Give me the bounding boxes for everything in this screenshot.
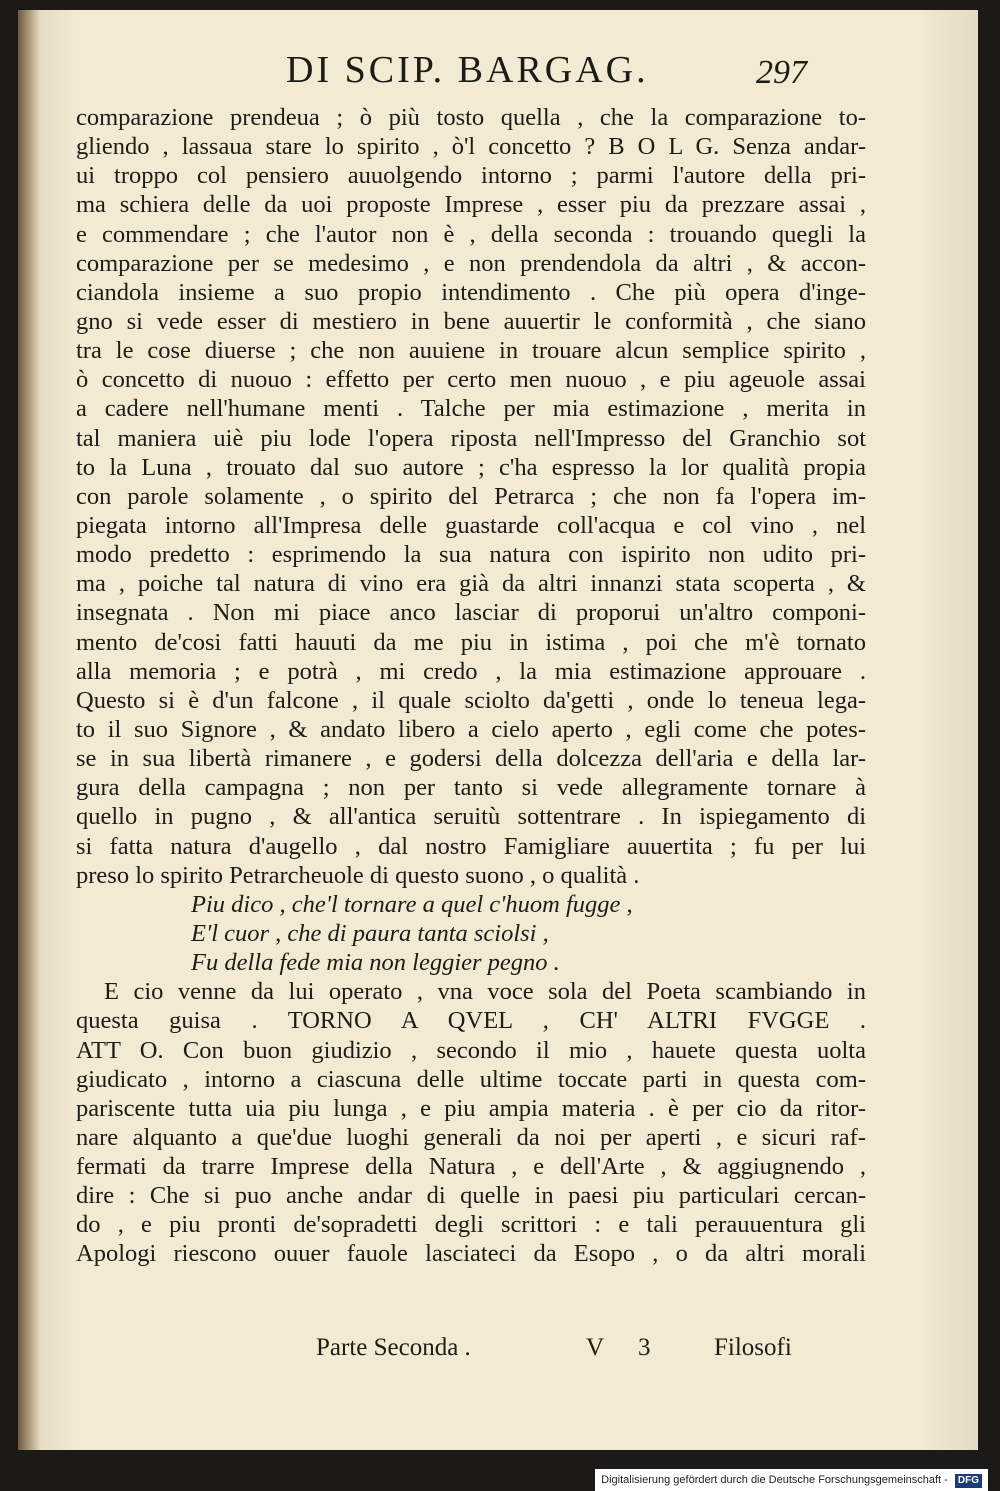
running-head	[18, 48, 978, 104]
text-line: ò concetto di nuouo : effetto per certo men nuouo , e piu ageuole assai	[76, 366, 866, 394]
text-line: con parole solamente , o spirito del Petrarca ; che non fa l'opera im-	[76, 482, 866, 510]
body-text-continued	[76, 977, 866, 1268]
text-line: ciandola insieme a suo propio intendimento . Che più opera d'inge-	[76, 278, 866, 306]
text-line: ma , poiche tal natura di vino era già da altri innanzi stata scoperta , &	[76, 570, 866, 598]
text-line: se in sua libertà rimanere , e godersi della dolcezza dell'aria e della lar-	[76, 745, 866, 773]
text-line: nare alquanto a que'due luoghi generali da noi per aperti , e sicuri raf-	[76, 1123, 866, 1151]
text-line: si fatta natura d'augello , dal nostro Famigliare auuertita ; fu per lui	[76, 832, 866, 860]
text-line: dire : Che si puo anche andar di quelle in paesi piu particulari cercan-	[76, 1182, 866, 1210]
text-line: fermati da trarre Imprese della Natura , e dell'Arte , & aggiugnendo ,	[76, 1153, 866, 1181]
catchword: Filosofi	[714, 1334, 792, 1361]
text-line: to la Luna , trouato dal suo autore ; c'ha espresso la lor qualità propia	[76, 453, 866, 481]
text-line: modo predetto : esprimendo la sua natura con ispirito non udito pri-	[76, 541, 866, 569]
text-line: Piu dico , che'l tornare a quel c'huom fugge ,	[191, 890, 633, 918]
text-line: comparazione per se medesimo , e non prendendola da altri , & accon-	[76, 249, 866, 277]
text-line: gliendo , lassaua stare lo spirito , ò'l concetto ? B O L G. Senza andar-	[76, 133, 866, 161]
text-line: e commendare ; che l'autor non è , della seconda : trouando quegli la	[76, 220, 866, 248]
footer-part-label: Parte Seconda .	[316, 1334, 471, 1361]
text-line: E'l cuor , che di paura tanta sciolsi ,	[191, 919, 549, 947]
text-line: quello in pugno , & all'antica seruitù sottentrare . In ispiegamento di	[76, 803, 866, 831]
text-line: Fu della fede mia non leggier pegno .	[191, 949, 560, 977]
text-line: tal maniera uiè piu lode l'opera riposta nell'Impresso del Granchio sot	[76, 424, 866, 452]
text-line: preso lo spirito Petrarcheuole di questo suono , o qualità .	[76, 861, 640, 889]
signature-mark: V	[586, 1334, 605, 1361]
text-line: tra le cose diuerse ; che non auuiene in trouare alcun semplice spirito ,	[76, 337, 866, 365]
text-line: mento de'cosi fatti hauuti da me piu in istima , poi che m'è tornato	[76, 628, 866, 656]
text-line: gno si vede esser di mestiero in bene auuertir le conformità , che siano	[76, 307, 866, 335]
signature-number: 3	[638, 1334, 651, 1361]
digitization-credit	[595, 1469, 988, 1491]
body-text-main	[76, 103, 866, 890]
text-line: comparazione prendeua ; ò più tosto quella , che la comparazione to-	[76, 104, 866, 131]
book-page	[18, 10, 978, 1450]
text-line: E cio venne da lui operato , vna voce sola del Poeta scambiando in	[104, 978, 866, 1006]
text-line: ATT O. Con buon giudizio , secondo il mio , hauete questa uolta	[76, 1036, 866, 1064]
page-gutter-shadow	[18, 10, 40, 1450]
page-number: 297	[756, 54, 807, 91]
text-line: questa guisa . TORNO A QVEL , CH' ALTRI FVGGE .	[76, 1007, 866, 1035]
text-line: gura della campagna ; non per tanto si vede allegramente tornare à	[76, 774, 866, 802]
text-line: do , e piu pronti de'sopradetti degli scrittori : e tali perauuentura gli	[76, 1211, 866, 1239]
text-line: ui troppo col pensiero auuolgendo intorno ; parmi l'autore della pri-	[76, 162, 866, 190]
body-text	[76, 103, 866, 1269]
text-line: piegata intorno all'Impresa delle guastarde coll'acqua e col vino , nel	[76, 511, 866, 539]
verse-quotation	[76, 890, 866, 977]
text-line: giudicato , intorno a ciascuna delle ultime toccate parti in questa com-	[76, 1065, 866, 1093]
text-line: insegnata . Non mi piace anco lasciar di proporui un'altro componi-	[76, 599, 866, 627]
text-line: ma schiera delle da uoi proposte Imprese , esser piu da prezzare assai ,	[76, 191, 866, 219]
text-line: Apologi riescono ouuer fauole lasciateci da Esopo , o da altri morali	[76, 1240, 866, 1268]
text-line: alla memoria ; e potrà , mi credo , la mia estimazione approuare .	[76, 657, 866, 685]
text-line: Questo si è d'un falcone , il quale sciolto da'getti , onde lo teneua lega-	[76, 686, 866, 714]
running-head-title: DI SCIP. BARGAG.	[286, 49, 649, 91]
credit-text: Digitalisierung gefördert durch die Deutsche Forschungsgemeinschaft -	[601, 1474, 948, 1486]
dfg-logo: DFG	[955, 1474, 982, 1488]
text-line: pariscente tutta uia piu lunga , e piu ampia materia . è per cio da ritor-	[76, 1094, 866, 1122]
page-footer	[18, 1334, 978, 1368]
text-line: a cadere nell'humane menti . Talche per mia estimazione , merita in	[76, 395, 866, 423]
text-line: to il suo Signore , & andato libero a cielo aperto , egli come che potes-	[76, 715, 866, 743]
